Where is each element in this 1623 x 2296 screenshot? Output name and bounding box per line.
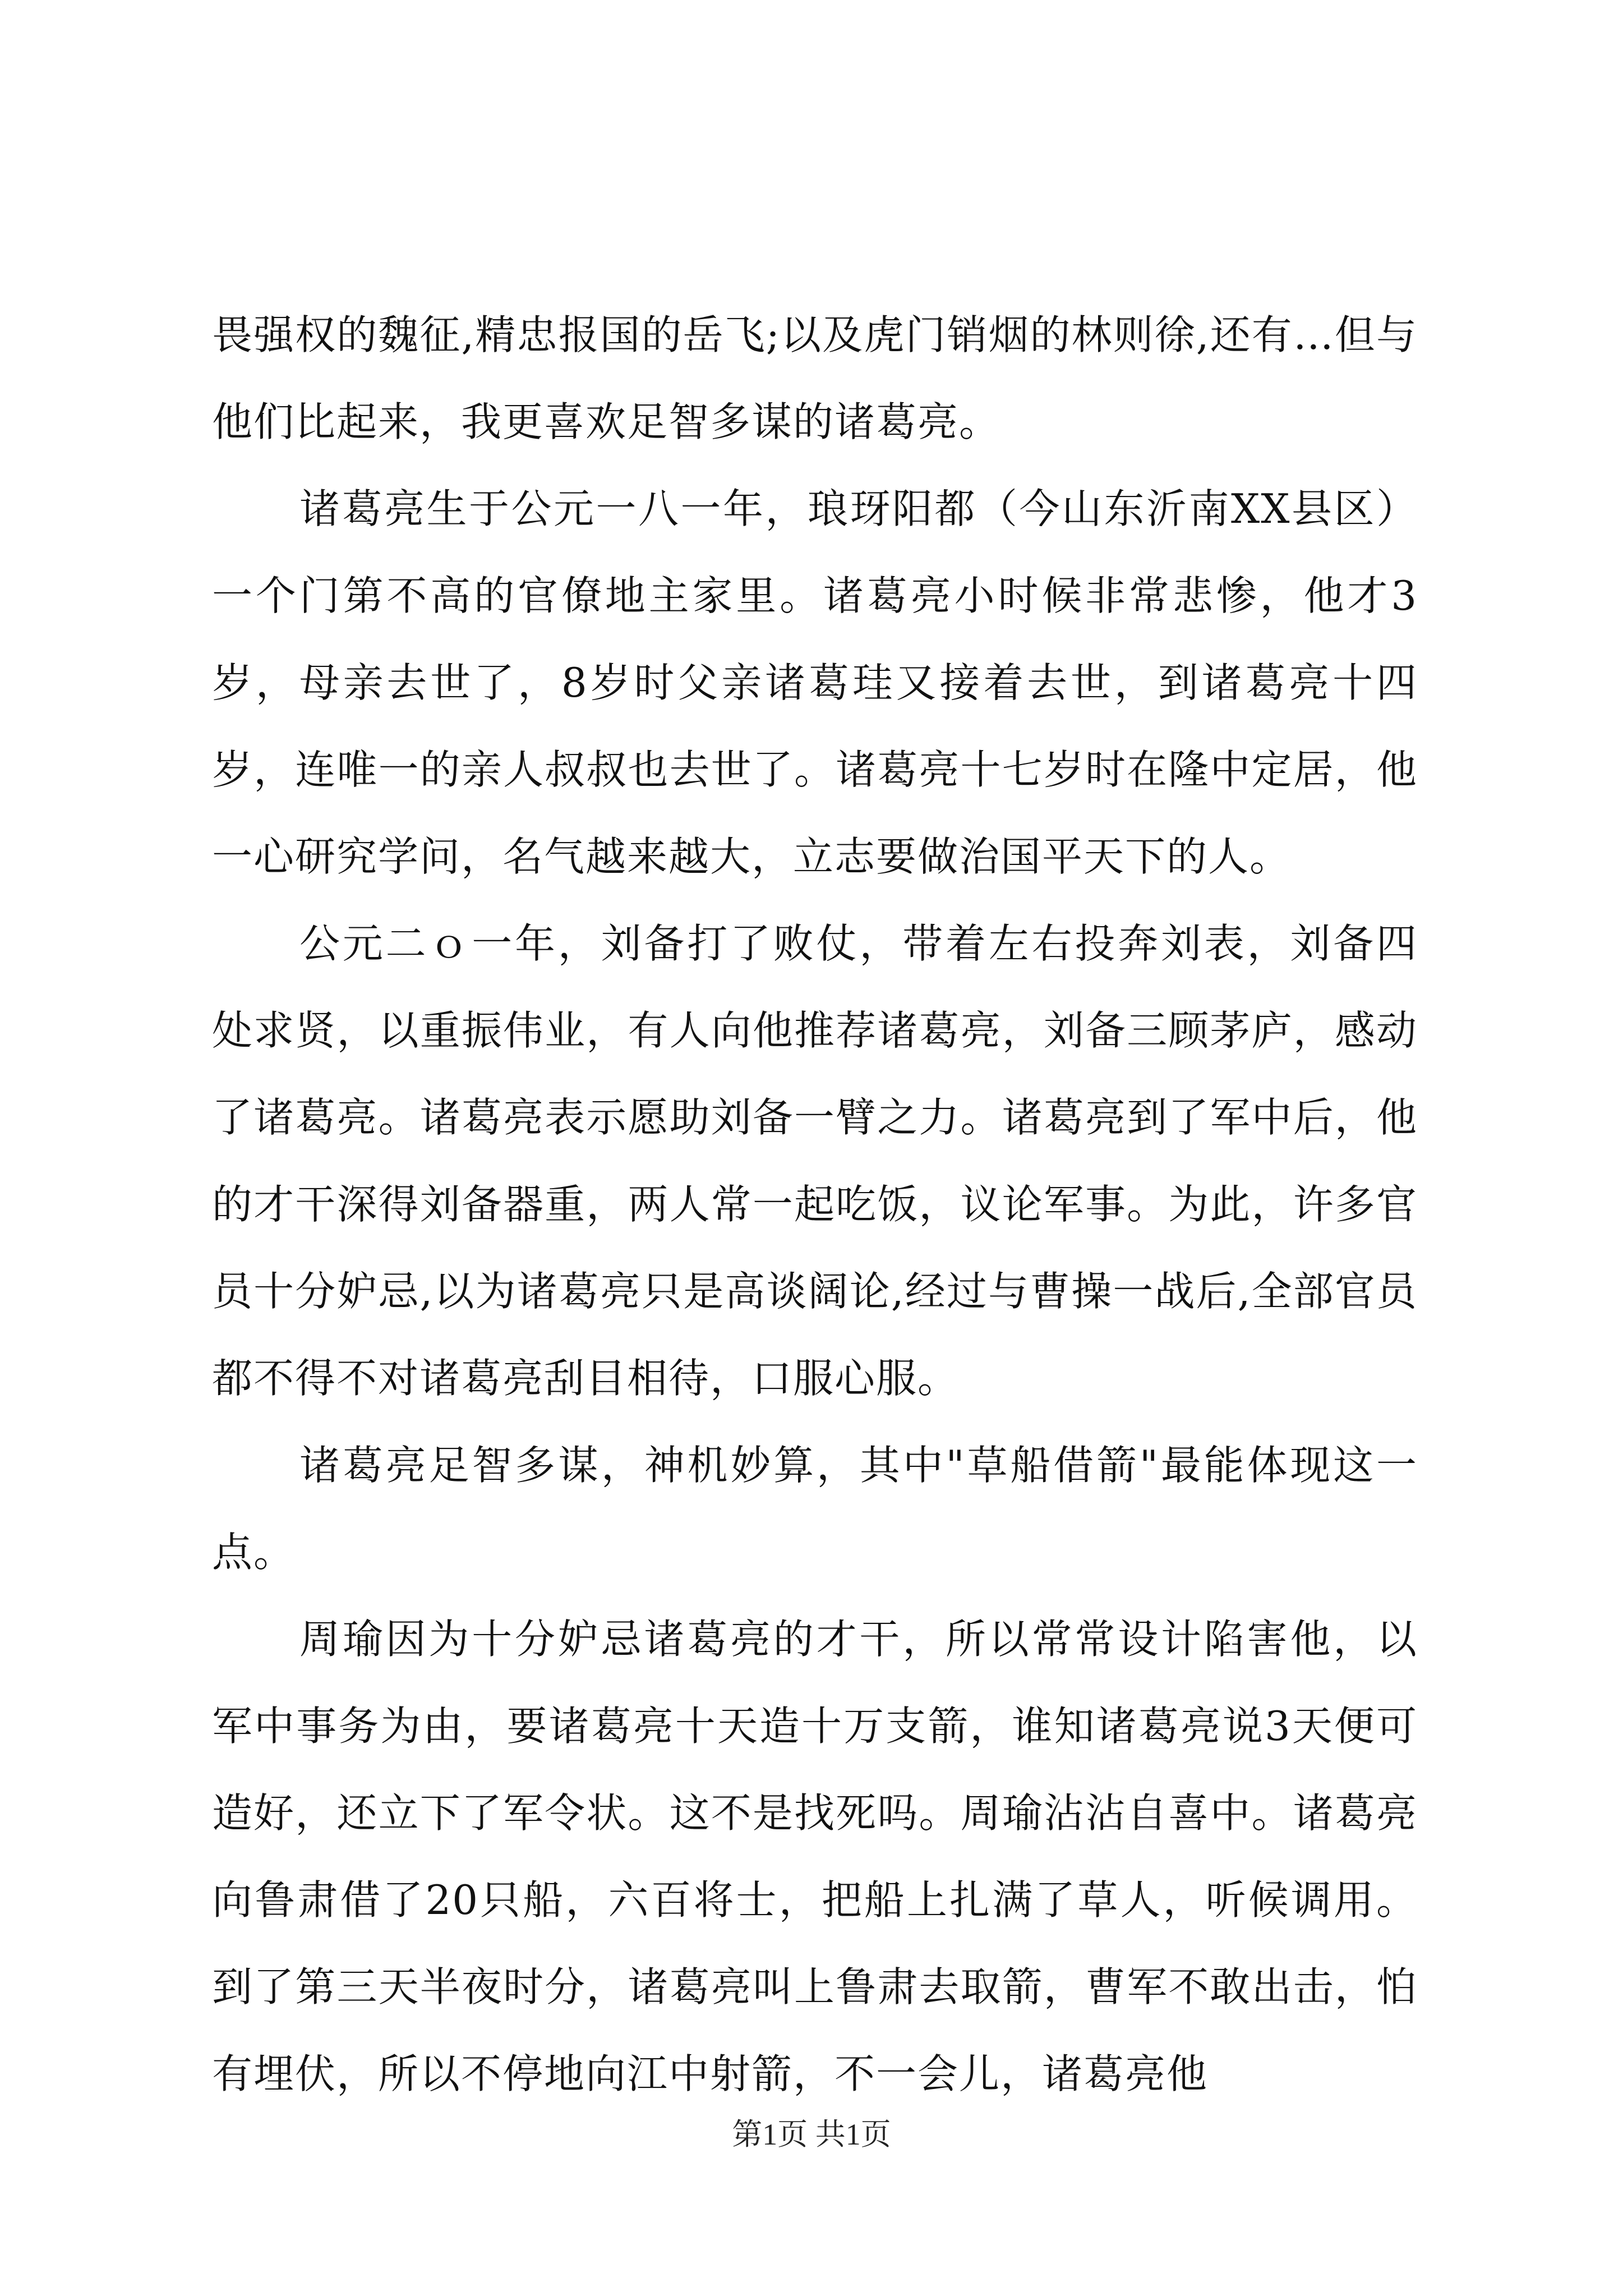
paragraph-1: 畏强权的魏征,精忠报国的岳飞;以及虎门销烟的林则徐,还有…但与他们比起来，我更喜欢足智多谋的诸葛亮。 [212,311,1418,445]
paragraph-2: 诸葛亮生于公元一八一年，琅玡阳都（今山东沂南XX县区）一个门第不高的官僚地主家里。诸葛亮小时候非常悲惨，他才3岁，母亲去世了，8岁时父亲诸葛珪又接着去世，到诸葛亮十四岁，连唯一的亲人叔叔也去世了。诸葛亮十七岁时在隆中定居，他一心研究学问，名气越来越大，立志要做治国平天下的人。 [212,485,1418,880]
paragraph-5: 周瑜因为十分妒忌诸葛亮的才干，所以常常设计陷害他，以军中事务为由，要诸葛亮十天造十万支箭，谁知诸葛亮说3天便可造好，还立下了军令状。这不是找死吗。周瑜沾沾自喜中。诸葛亮向鲁肃借了20只船，六百将士，把船上扎满了草人，听候调用。到了第三天半夜时分，诸葛亮叫上鲁肃去取箭，曹军不敢出击，怕有埋伏，所以不停地向江中射箭，不一会儿，诸葛亮他 [212,1616,1418,2097]
page-footer: 第1页 共1页 [732,2118,891,2151]
paragraph-3: 公元二ｏ一年，刘备打了败仗，带着左右投奔刘表，刘备四处求贤，以重振伟业，有人向他推荐诸葛亮，刘备三顾茅庐，感动了诸葛亮。诸葛亮表示愿助刘备一臂之力。诸葛亮到了军中后，他的才干深得刘备器重，两人常一起吃饭，议论军事。为此，许多官员十分妒忌,以为诸葛亮只是高谈阔论,经过与曹操一战后,全部官员都不得不对诸葛亮刮目相待，口服心服。 [212,920,1418,1402]
paragraph-4: 诸葛亮足智多谋，神机妙算，其中"草船借箭"最能体现这一点。 [212,1442,1418,1576]
document-body [212,292,1418,2118]
